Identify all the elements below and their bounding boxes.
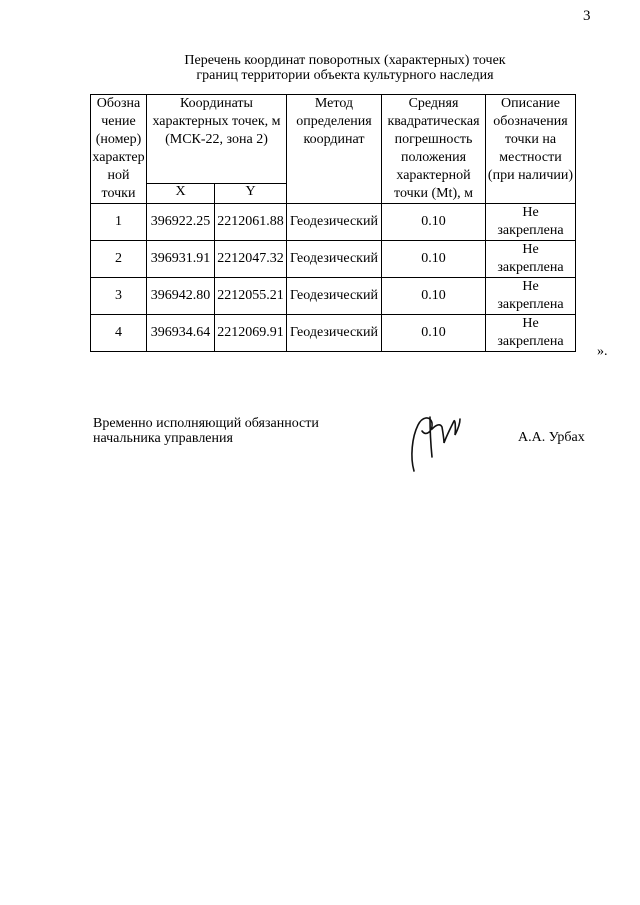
description-cell: Не закреплена <box>486 204 576 241</box>
table-row <box>91 241 576 278</box>
title-line-1: Перечень координат поворотных (характерных) точек <box>184 53 506 68</box>
method-cell: Геодезический <box>287 278 382 315</box>
handwritten-signature <box>400 407 470 482</box>
x-coordinate: 396922.25 <box>147 204 215 241</box>
x-coordinate: 396942.80 <box>147 278 215 315</box>
coordinates-table <box>90 94 576 352</box>
signatory-name: А.А. Урбах <box>518 430 585 445</box>
header-x: X <box>147 184 215 204</box>
y-coordinate: 2212047.32 <box>215 241 287 278</box>
header-error: Средняя квадратическая погрешность положения характерной точки (Mt), м <box>382 95 486 204</box>
header-method: Метод определения координат <box>287 95 382 204</box>
header-point-code: Обозна чение (номер) характер ной точки <box>91 95 147 204</box>
table-row <box>91 315 576 352</box>
method-cell: Геодезический <box>287 204 382 241</box>
point-number: 2 <box>91 241 147 278</box>
x-coordinate: 396934.64 <box>147 315 215 352</box>
error-cell: 0.10 <box>382 315 486 352</box>
point-number: 4 <box>91 315 147 352</box>
document-title <box>140 53 550 83</box>
table-header-row <box>91 95 576 184</box>
y-coordinate: 2212061.88 <box>215 204 287 241</box>
error-cell: 0.10 <box>382 278 486 315</box>
closing-quote: ». <box>597 344 608 359</box>
error-cell: 0.10 <box>382 204 486 241</box>
title-line-2: границ территории объекта культурного наследия <box>196 68 494 83</box>
method-cell: Геодезический <box>287 241 382 278</box>
y-coordinate: 2212055.21 <box>215 278 287 315</box>
header-description: Описание обозначения точки на местности (при наличии) <box>486 95 576 204</box>
point-number: 1 <box>91 204 147 241</box>
header-coordinates: Координаты характерных точек, м (МСК-22, зона 2) <box>147 95 287 184</box>
position-line-2: начальника управления <box>93 431 233 446</box>
y-coordinate: 2212069.91 <box>215 315 287 352</box>
error-cell: 0.10 <box>382 241 486 278</box>
description-cell: Не закреплена <box>486 315 576 352</box>
x-coordinate: 396931.91 <box>147 241 215 278</box>
method-cell: Геодезический <box>287 315 382 352</box>
table-row <box>91 278 576 315</box>
header-y: Y <box>215 184 287 204</box>
table-row <box>91 204 576 241</box>
description-cell: Не закреплена <box>486 241 576 278</box>
point-number: 3 <box>91 278 147 315</box>
description-cell: Не закреплена <box>486 278 576 315</box>
page-number: 3 <box>583 8 591 24</box>
signatory-position <box>93 416 319 446</box>
position-line-1: Временно исполняющий обязанности <box>93 416 319 431</box>
